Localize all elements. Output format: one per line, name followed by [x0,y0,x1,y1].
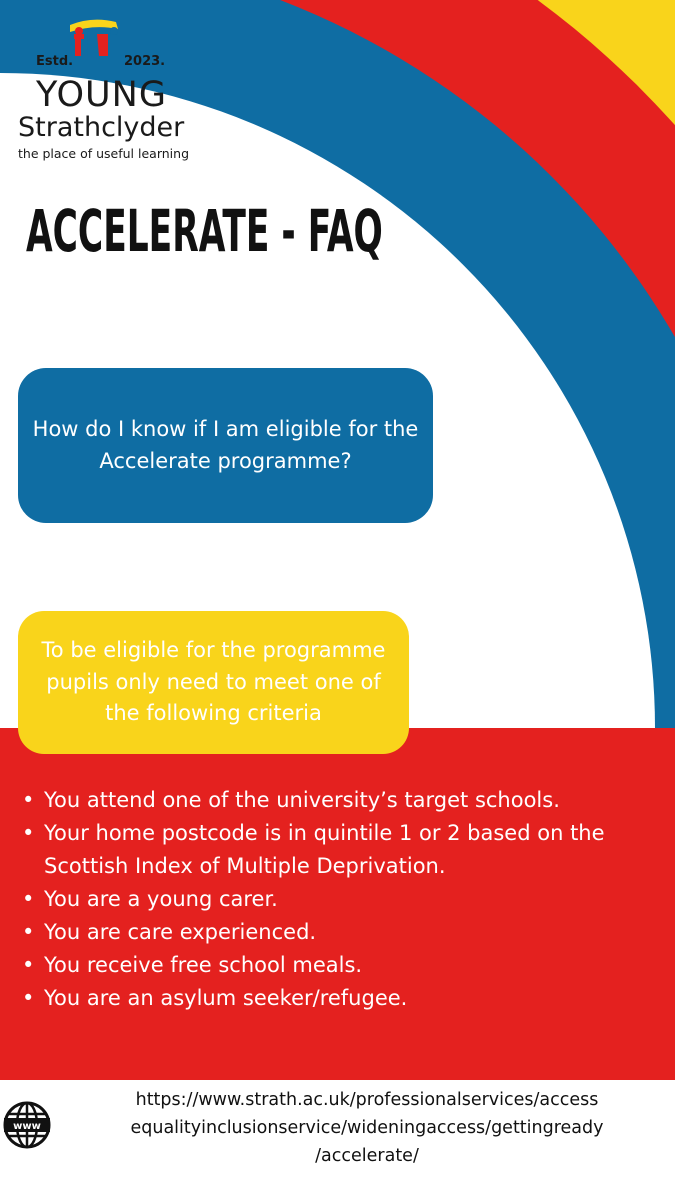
answer-box [18,611,409,754]
bullet-icon: • [22,788,35,812]
url-line-2[interactable]: equalityinclusionservice/wideningaccess/gettingready [130,1118,604,1138]
globe-icon [2,1100,52,1150]
logo-year: 2023. [124,54,166,69]
page-title: ACCELERATE - FAQ [26,197,383,265]
logo-estd: Estd. [36,54,74,69]
criteria-text: You receive free school meals. [44,953,363,977]
criteria-text: You are care experienced. [44,920,317,944]
url-line-1[interactable]: https://www.strath.ac.uk/professionalservices/access [135,1090,599,1110]
question-box [18,368,433,523]
logo-figures-icon [14,16,214,56]
criteria-item [20,982,670,1015]
bullet-icon: • [22,821,35,845]
bullet-icon: • [22,920,35,944]
logo-tagline: the place of useful learning [18,146,190,161]
criteria-item [20,883,670,916]
criteria-item [20,949,670,982]
bullet-icon: • [22,986,35,1010]
logo [14,16,214,166]
question-text: How do I know if I am eligible for the Accelerate programme? [32,417,419,473]
criteria-text: Your home postcode is in quintile 1 or 2 based on the Scottish Index of Multiple Deprivation. [44,821,605,878]
criteria-item [20,784,670,817]
criteria-item [20,817,670,883]
answer-text: To be eligible for the programme pupils only need to meet one of the following criteria [41,638,386,726]
bullet-icon: • [22,887,35,911]
footer [0,1080,675,1200]
criteria-list [20,784,670,1015]
criteria-text: You are an asylum seeker/refugee. [44,986,408,1010]
criteria-text: You are a young carer. [44,887,278,911]
globe-label: www [13,1121,41,1132]
logo-strathclyder: Strathclyder [18,112,185,143]
criteria-text: You attend one of the university’s target schools. [44,788,560,812]
url-link[interactable] [62,1086,672,1170]
bullet-icon: • [22,953,35,977]
criteria-item [20,916,670,949]
logo-young: YOUNG [36,75,167,115]
url-line-3[interactable]: /accelerate/ [315,1146,419,1166]
